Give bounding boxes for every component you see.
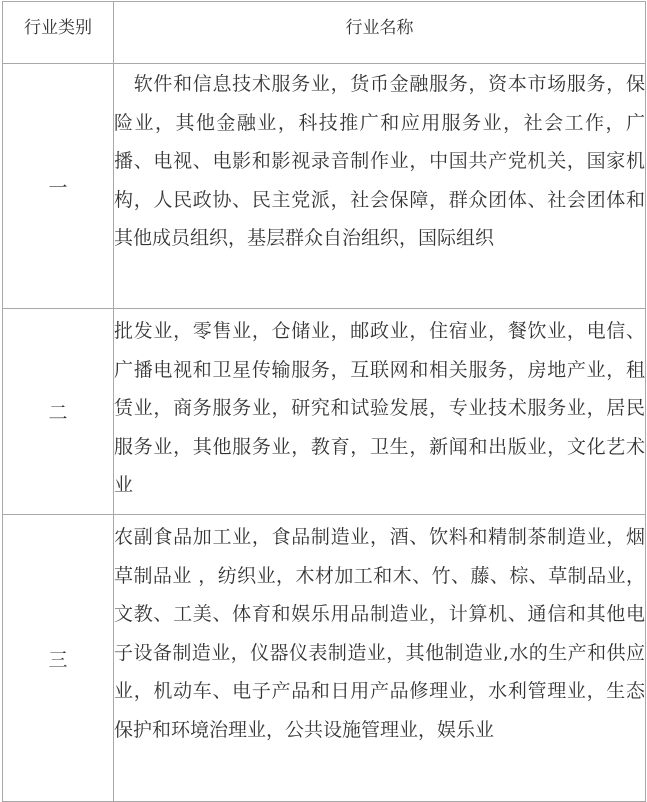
table-row xyxy=(3,309,646,515)
category-cell: 二 xyxy=(3,309,114,515)
industry-names-cell xyxy=(114,64,646,309)
header-name: 行业名称 xyxy=(114,2,646,64)
industry-names-cell xyxy=(114,515,646,802)
category-cell: 三 xyxy=(3,515,114,802)
industry-table xyxy=(2,1,646,802)
category-cell: 一 xyxy=(3,64,114,309)
table-row xyxy=(3,64,646,309)
industry-names-text: 农副食品加工业，食品制造业，酒、饮料和精制茶制造业，烟草制品业 ，纺织业，木材加工和木、竹、藤、棕、草制品业，文教、工美、体育和娱乐用品制造业，计算机、通信和其他电子设备制造业，仪器仪表制造业，其他制造业,水的生产和供应业，机动车、电子产品和日用产品修理业，水利管理业，生态保护和环境治理业，公共设施管理业，娱乐业 xyxy=(114,526,645,741)
table-header-row xyxy=(3,2,646,64)
header-category: 行业类别 xyxy=(3,2,114,64)
table-row xyxy=(3,515,646,802)
industry-names-text: 软件和信息技术服务业，货币金融服务，资本市场服务，保险业，其他金融业，科技推广和应用服务业，社会工作，广播、电视、电影和影视录音制作业，中国共产党机关，国家机构，人民政协、民主党派，社会保障，群众团体、社会团体和其他成员组织，基层群众自治组织，国际组织 xyxy=(114,73,645,249)
industry-names-cell xyxy=(114,309,646,515)
industry-names-text: 批发业，零售业，仓储业，邮政业，住宿业，餐饮业，电信、广播电视和卫星传输服务，互联网和相关服务，房地产业，租赁业，商务服务业，研究和试验发展，专业技术服务业，居民服务业，其他服务业，教育，卫生，新闻和出版业，文化艺术业 xyxy=(114,320,645,496)
